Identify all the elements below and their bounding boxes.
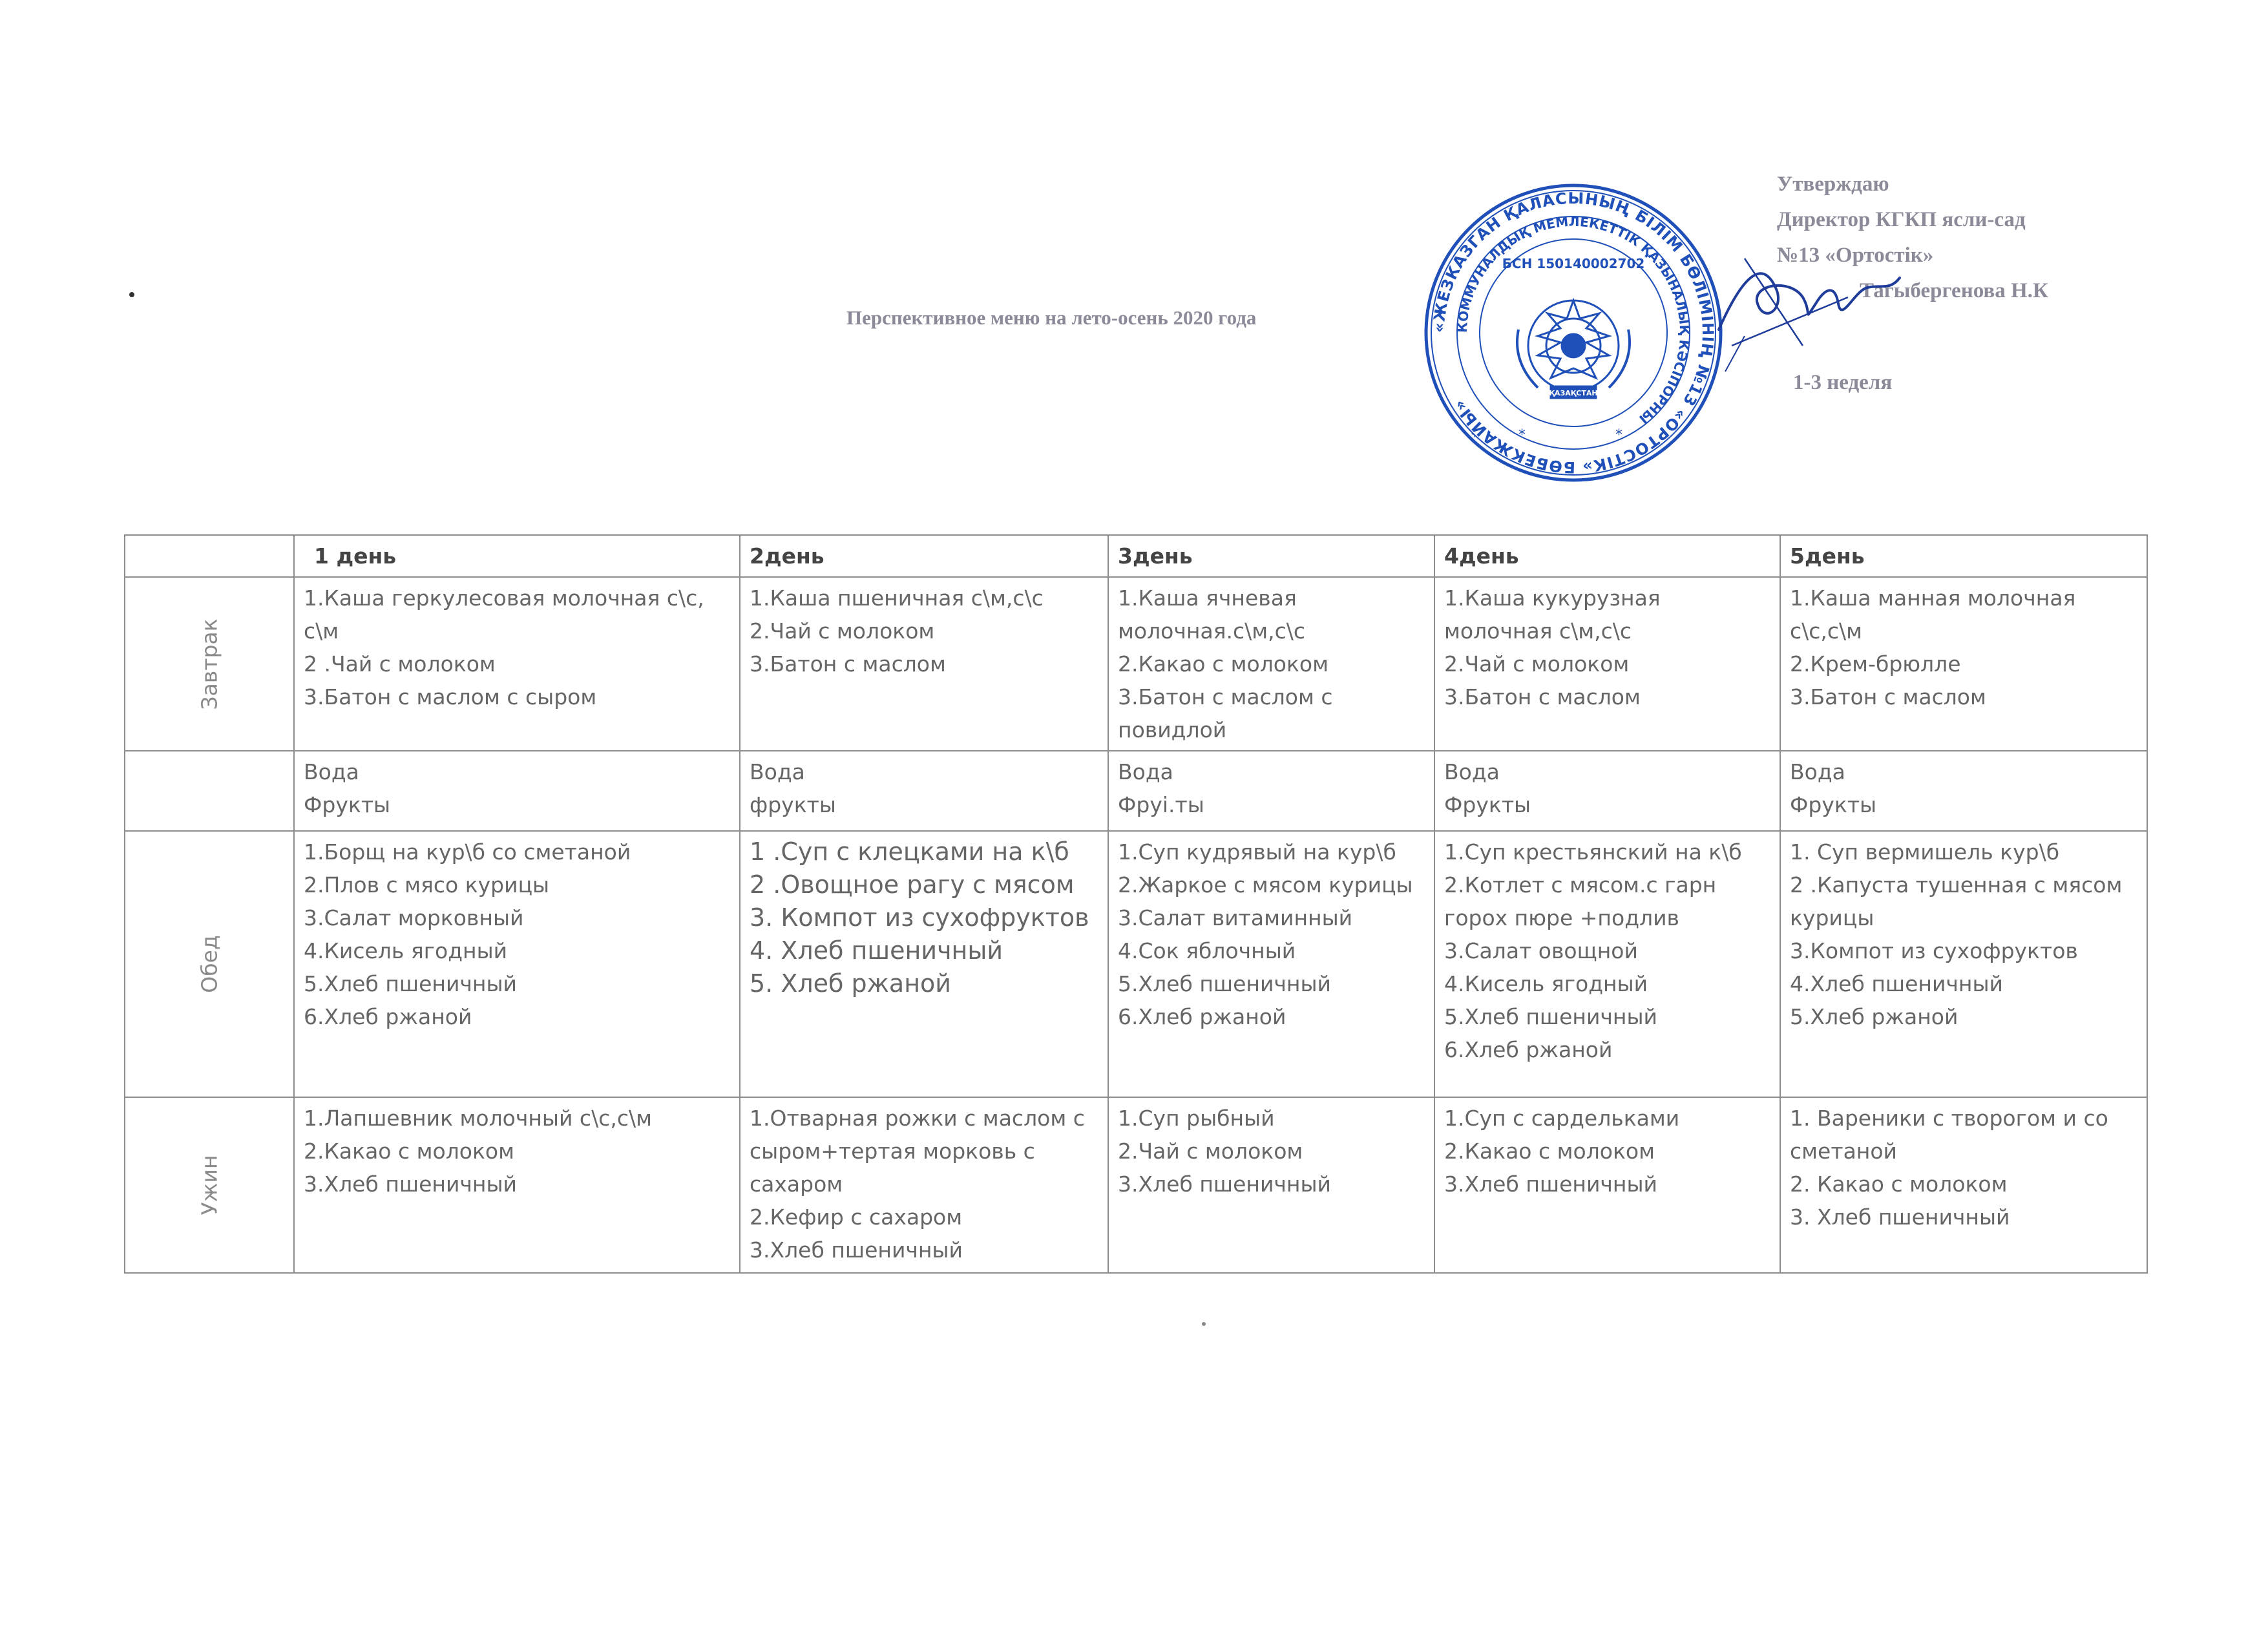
menu-cell bbox=[1780, 1097, 2147, 1273]
menu-item: Фрукты bbox=[1444, 792, 1531, 817]
svg-text:*: * bbox=[1518, 427, 1526, 443]
menu-item: 2.Крем-брюлле bbox=[1790, 651, 1961, 677]
menu-item: 2.Чай с молоком bbox=[750, 618, 935, 644]
menu-item: 2. Какао с молоком bbox=[1790, 1171, 2008, 1197]
menu-item: 1. Суп вермишель кур\б bbox=[1790, 839, 2060, 865]
menu-item: 2.Чай с молоком bbox=[1444, 651, 1630, 677]
menu-item: Фрукты bbox=[304, 792, 391, 817]
meal-label-cell bbox=[125, 577, 294, 751]
menu-item: Вода bbox=[1790, 759, 1845, 784]
menu-item: 1.Каша геркулесовая молочная с\с, с\м bbox=[304, 585, 704, 644]
menu-cell bbox=[740, 831, 1108, 1097]
menu-cell bbox=[740, 751, 1108, 831]
menu-item: 2.Какао с молоком bbox=[1444, 1139, 1655, 1164]
meal-row-snack bbox=[125, 751, 2147, 831]
week-label: 1-3 неделя bbox=[1793, 371, 1893, 394]
menu-item: 1.Борщ на кур\б со сметаной bbox=[304, 839, 631, 865]
menu-item: 6.Хлеб ржаной bbox=[304, 1004, 472, 1029]
menu-cell bbox=[294, 751, 740, 831]
menu-item: 2.Какао с молоком bbox=[304, 1139, 514, 1164]
state-emblem bbox=[1517, 300, 1630, 398]
menu-item: 2.Какао с молоком bbox=[1118, 651, 1328, 677]
official-stamp bbox=[1422, 181, 1725, 485]
menu-item: 5.Хлеб пшеничный bbox=[1444, 1004, 1657, 1029]
menu-item: 4.Кисель ягодный bbox=[1444, 971, 1648, 996]
menu-item: 4.Кисель ягодный bbox=[304, 938, 508, 963]
menu-item: 3.Хлеб пшеничный bbox=[750, 1237, 963, 1263]
menu-item: 1.Каша кукурузная молочная с\м,с\с bbox=[1444, 585, 1661, 644]
approval-line: Тагыбергенова Н.К bbox=[1860, 279, 2048, 302]
menu-item: 2.Чай с молоком bbox=[1118, 1139, 1303, 1164]
menu-item: Вода bbox=[750, 759, 805, 784]
menu-item: 2 .Овощное рагу с мясом bbox=[750, 870, 1075, 899]
meal-row-breakfast bbox=[125, 577, 2147, 751]
meal-row-dinner bbox=[125, 1097, 2147, 1273]
menu-item: 5.Хлеб пшеничный bbox=[304, 971, 517, 996]
menu-cell bbox=[294, 577, 740, 751]
menu-cell bbox=[1434, 751, 1780, 831]
menu-item: 1.Каша манная молочная с\с,с\м bbox=[1790, 585, 2076, 644]
menu-item: 2 .Капуста тушенная с мясом курицы bbox=[1790, 872, 2123, 930]
menu-item: 1 .Суп с клецками на к\б bbox=[750, 837, 1069, 866]
menu-cell bbox=[740, 1097, 1108, 1273]
menu-cell bbox=[294, 831, 740, 1097]
meal-label-cell bbox=[125, 1097, 294, 1273]
menu-item: 3.Батон с маслом bbox=[1444, 684, 1641, 709]
menu-item: 1.Суп с сардельками bbox=[1444, 1106, 1680, 1131]
menu-item: 4.Хлеб пшеничный bbox=[1790, 971, 2003, 996]
menu-item: 2.Кефир с сахаром bbox=[750, 1204, 963, 1230]
meal-label-cell bbox=[125, 751, 294, 831]
approval-line: №13 «Ортостік» bbox=[1777, 244, 1934, 267]
menu-item: 4. Хлеб пшеничный bbox=[750, 936, 1003, 965]
meal-label: Завтрак bbox=[196, 618, 222, 710]
menu-item: 2 .Чай с молоком bbox=[304, 651, 496, 677]
menu-cell bbox=[1434, 831, 1780, 1097]
menu-item: 3.Хлеб пшеничный bbox=[1118, 1171, 1331, 1197]
stamp-inner-text: КОММУНАЛДЫҚ МЕМЛЕКЕТТІК ҚАЗЫНАЛЫҚ КӘСІПОРНЫ bbox=[1454, 213, 1693, 427]
menu-item: Вода bbox=[1444, 759, 1500, 784]
menu-cell bbox=[1434, 1097, 1780, 1273]
menu-item: 5.Хлеб ржаной bbox=[1790, 1004, 1958, 1029]
approval-line: Директор КГКП ясли-сад bbox=[1777, 208, 2026, 231]
menu-item: 1.Суп крестьянский на к\б bbox=[1444, 839, 1742, 865]
menu-item: 2.Плов с мясо курицы bbox=[304, 872, 550, 898]
menu-cell bbox=[740, 577, 1108, 751]
menu-cell bbox=[1108, 751, 1434, 831]
menu-item: 1.Отварная рожки с маслом с сыром+тертая морковь с сахаром bbox=[750, 1106, 1085, 1197]
meal-row-lunch bbox=[125, 831, 2147, 1097]
menu-cell bbox=[1780, 831, 2147, 1097]
menu-cell bbox=[1108, 577, 1434, 751]
menu-item: 1.Каша ячневая молочная.с\м,с\с bbox=[1118, 585, 1306, 644]
menu-cell bbox=[1780, 577, 2147, 751]
menu-item: 6.Хлеб ржаной bbox=[1444, 1037, 1613, 1062]
meal-label-cell bbox=[125, 831, 294, 1097]
day-header: 1 день bbox=[294, 535, 740, 577]
menu-cell bbox=[1108, 831, 1434, 1097]
menu-cell bbox=[294, 1097, 740, 1273]
menu-item: 3.Салат витаминный bbox=[1118, 905, 1353, 930]
meal-label: Ужин bbox=[196, 1155, 222, 1215]
svg-text:*: * bbox=[1615, 427, 1622, 443]
day-header: 4день bbox=[1434, 535, 1780, 577]
menu-item: 3.Хлеб пшеничный bbox=[1444, 1171, 1657, 1197]
menu-item: 2.Жаркое с мясом курицы bbox=[1118, 872, 1413, 898]
menu-item: фрукты bbox=[750, 792, 836, 817]
menu-item: 3.Салат овощной bbox=[1444, 938, 1638, 963]
day-header: 2день bbox=[740, 535, 1108, 577]
emblem-caption: ҚАЗАҚСТАН bbox=[1549, 389, 1598, 397]
menu-item: Вода bbox=[1118, 759, 1173, 784]
day-header-row bbox=[125, 535, 2147, 577]
scan-speck bbox=[1202, 1322, 1206, 1326]
menu-item: 1.Лапшевник молочный с\с,с\м bbox=[304, 1106, 652, 1131]
menu-item: 3.Хлеб пшеничный bbox=[304, 1171, 517, 1197]
meal-label: Обед bbox=[196, 935, 222, 993]
menu-table bbox=[124, 534, 2148, 1274]
day-header: 3день bbox=[1108, 535, 1434, 577]
day-header: 5день bbox=[1780, 535, 2147, 577]
menu-item: 3.Батон с маслом bbox=[1790, 684, 1986, 709]
menu-item: Фрукты bbox=[1790, 792, 1877, 817]
menu-item: 1. Вареники с творогом и со сметаной bbox=[1790, 1106, 2108, 1164]
menu-item: 1.Суп кудрявый на кур\б bbox=[1118, 839, 1396, 865]
menu-item: Вода bbox=[304, 759, 359, 784]
menu-cell bbox=[1108, 1097, 1434, 1273]
menu-item: 5.Хлеб пшеничный bbox=[1118, 971, 1331, 996]
menu-item: 1.Каша пшеничная с\м,с\с bbox=[750, 585, 1044, 611]
menu-item: 4.Сок яблочный bbox=[1118, 938, 1296, 963]
menu-item: 3. Компот из сухофруктов bbox=[750, 903, 1089, 932]
corner-cell bbox=[125, 535, 294, 577]
director-signature bbox=[1706, 233, 1913, 375]
menu-item: 3.Батон с маслом с сыром bbox=[304, 684, 597, 709]
menu-item: 3.Батон с маслом с повидлой bbox=[1118, 684, 1333, 742]
scan-speck bbox=[129, 292, 134, 297]
stamp-bin: БСН 150140002702 bbox=[1502, 256, 1645, 271]
approval-line: Утверждаю bbox=[1777, 173, 1889, 196]
menu-item: 6.Хлеб ржаной bbox=[1118, 1004, 1286, 1029]
menu-item: 3.Салат морковный bbox=[304, 905, 524, 930]
menu-cell bbox=[1780, 751, 2147, 831]
menu-item: 5. Хлеб ржаной bbox=[750, 969, 951, 998]
menu-item: 3.Батон с маслом bbox=[750, 651, 946, 677]
page-title: Перспективное меню на лето-осень 2020 года bbox=[846, 306, 1257, 329]
menu-item: 3.Компот из сухофруктов bbox=[1790, 938, 2078, 963]
menu-item: 2.Котлет с мясом.с гарн горох пюре +подлив bbox=[1444, 872, 1717, 930]
menu-cell bbox=[1434, 577, 1780, 751]
stamp-outer-text: «ЖЕЗКАЗГАН ҚАЛАСЫНЫҢ БІЛІМ БӨЛІМІНІҢ №13 «ОРТОСТІК» БӨБЕКЖАЙЫ» bbox=[1429, 189, 1717, 477]
menu-item: Фруі.ты bbox=[1118, 792, 1204, 817]
menu-item: 1.Суп рыбный bbox=[1118, 1106, 1275, 1131]
menu-item: 3. Хлеб пшеничный bbox=[1790, 1204, 2010, 1230]
